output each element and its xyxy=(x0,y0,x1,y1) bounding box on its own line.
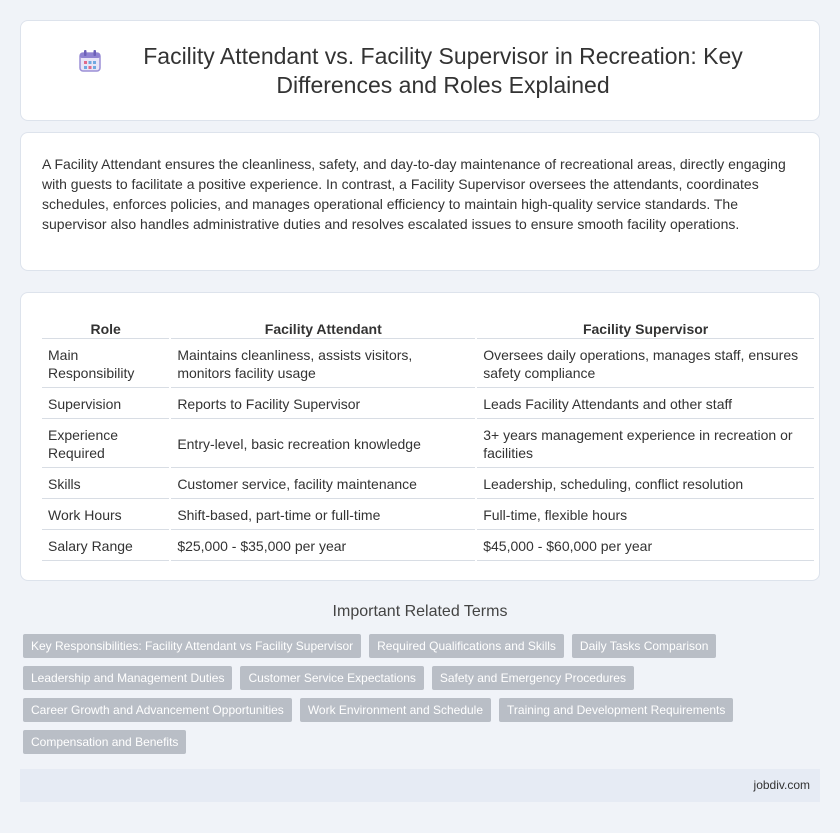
page-title: Facility Attendant vs. Facility Supervisor in Recreation: Key Differences and Roles Explained xyxy=(143,42,743,98)
tag-leadership-management[interactable]: Leadership and Management Duties xyxy=(23,666,232,690)
table-header-row xyxy=(42,313,814,339)
tag-safety-emergency[interactable]: Safety and Emergency Procedures xyxy=(432,666,634,690)
attendant-cell: Reports to Facility Supervisor xyxy=(171,388,475,419)
tag-row xyxy=(23,634,823,658)
header-role: Role xyxy=(42,313,169,339)
row-label: Supervision xyxy=(42,388,169,419)
header-card xyxy=(20,20,820,121)
attendant-cell: Maintains cleanliness, assists visitors, monitors facility usage xyxy=(171,339,475,388)
tag-daily-tasks[interactable]: Daily Tasks Comparison xyxy=(572,634,717,658)
table-row xyxy=(42,530,814,561)
tag-training-development[interactable]: Training and Development Requirements xyxy=(499,698,733,722)
attendant-cell: $25,000 - $35,000 per year xyxy=(171,530,475,561)
tag-work-environment[interactable]: Work Environment and Schedule xyxy=(300,698,491,722)
tag-customer-service[interactable]: Customer Service Expectations xyxy=(240,666,423,690)
table-row xyxy=(42,419,814,468)
title-wrap xyxy=(21,42,819,100)
attendant-cell: Shift-based, part-time or full-time xyxy=(171,499,475,530)
intro-paragraph: A Facility Attendant ensures the cleanliness, safety, and day-to-day maintenance of recreational areas, directly engaging with guests to facilitate a positive experience. In contrast, a Facility Supervisor oversees the attendants, coordinates schedules, enforces policies, and manages operational efficiency to maintain high-quality service standards. The supervisor also handles administrative duties and resolves escalated issues to ensure smooth facility operations. xyxy=(42,156,786,232)
attendant-cell: Customer service, facility maintenance xyxy=(171,468,475,499)
row-label: Work Hours xyxy=(42,499,169,530)
table-row xyxy=(42,468,814,499)
related-terms-title: Important Related Terms xyxy=(332,603,508,620)
table-row xyxy=(42,388,814,419)
tag-row xyxy=(23,698,823,722)
supervisor-cell: Leads Facility Attendants and other staff xyxy=(477,388,814,419)
tag-compensation-benefits[interactable]: Compensation and Benefits xyxy=(23,730,186,754)
tag-row xyxy=(23,666,823,690)
tag-key-responsibilities[interactable]: Key Responsibilities: Facility Attendant vs Facility Supervisor xyxy=(23,634,361,658)
footer-site[interactable]: jobdiv.com xyxy=(753,778,810,792)
attendant-cell: Entry-level, basic recreation knowledge xyxy=(171,419,475,468)
row-label: Experience Required xyxy=(42,419,169,468)
comparison-card xyxy=(20,292,820,581)
supervisor-cell: $45,000 - $60,000 per year xyxy=(477,530,814,561)
row-label: Salary Range xyxy=(42,530,169,561)
table-row xyxy=(42,339,814,388)
tag-qualifications-skills[interactable]: Required Qualifications and Skills xyxy=(369,634,564,658)
table-row xyxy=(42,499,814,530)
tag-career-growth[interactable]: Career Growth and Advancement Opportunities xyxy=(23,698,292,722)
header-facility-attendant: Facility Attendant xyxy=(171,313,475,339)
footer xyxy=(20,769,820,802)
intro-card xyxy=(20,132,820,271)
header-facility-supervisor: Facility Supervisor xyxy=(477,313,814,339)
supervisor-cell: Full-time, flexible hours xyxy=(477,499,814,530)
row-label: Main Responsibility xyxy=(42,339,169,388)
comparison-table xyxy=(40,313,816,561)
tag-row xyxy=(23,730,823,754)
supervisor-cell: Oversees daily operations, manages staff, ensures safety compliance xyxy=(477,339,814,388)
calendar-icon xyxy=(77,48,103,74)
row-label: Skills xyxy=(42,468,169,499)
related-terms-tags xyxy=(23,634,823,762)
supervisor-cell: 3+ years management experience in recreation or facilities xyxy=(477,419,814,468)
supervisor-cell: Leadership, scheduling, conflict resolution xyxy=(477,468,814,499)
